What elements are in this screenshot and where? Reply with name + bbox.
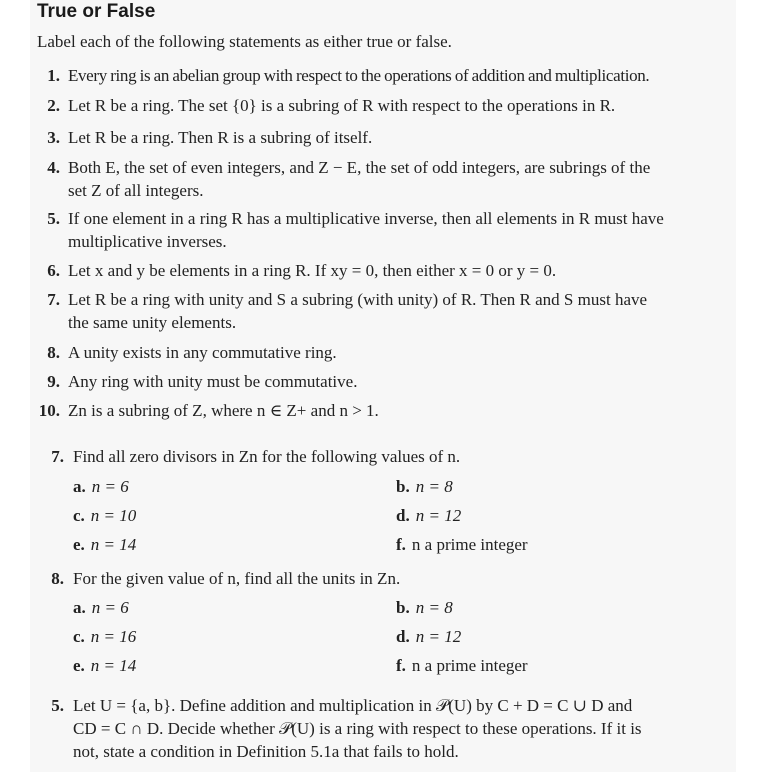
part-text: n = 8	[415, 598, 453, 617]
exercise-8-part-d	[396, 625, 461, 648]
part-label: e.	[73, 535, 85, 554]
exercise-text-line-1: Let U = {a, b}. Define addition and multiplication in 𝒫(U) by C + D = C ∪ D and	[73, 696, 633, 715]
part-text: n = 14	[90, 656, 137, 675]
item-text: Let R be a ring. Then R is a subring of itself.	[68, 128, 373, 147]
exercise-number: 5.	[51, 696, 64, 715]
item-text: A unity exists in any commutative ring.	[68, 343, 337, 362]
item-number: 1.	[47, 66, 60, 85]
instruction-text: Label each of the following statements as either true or false.	[37, 32, 452, 51]
item-number: 8.	[47, 343, 60, 362]
item-number: 3.	[47, 128, 60, 147]
part-text: n = 6	[91, 598, 129, 617]
exercise-prompt: Find all zero divisors in Zn for the following values of n.	[73, 447, 461, 466]
part-label: c.	[73, 506, 85, 525]
part-text: n = 14	[90, 535, 137, 554]
exercise-7-part-e	[73, 533, 136, 556]
part-label: d.	[396, 627, 410, 646]
part-label: a.	[73, 598, 86, 617]
exercise-text-line-3: not, state a condition in Definition 5.1a that fails to hold.	[73, 742, 459, 761]
item-number: 6.	[47, 261, 60, 280]
exercise-7-part-d	[396, 504, 461, 527]
part-text: n a prime integer	[411, 535, 528, 554]
exercise-7-part-f	[396, 533, 528, 556]
item-text-line-1: If one element in a ring R has a multiplicative inverse, then all elements in R must have	[68, 209, 664, 228]
part-label: f.	[396, 535, 406, 554]
item-number: 2.	[47, 96, 60, 115]
part-text: n = 8	[415, 477, 453, 496]
part-label: a.	[73, 477, 86, 496]
item-text: Let x and y be elements in a ring R. If xy = 0, then either x = 0 or y = 0.	[68, 261, 557, 280]
item-number: 5.	[47, 209, 60, 228]
part-text: n = 16	[90, 627, 137, 646]
part-label: e.	[73, 656, 85, 675]
item-text-line-2: set Z of all integers.	[68, 181, 204, 200]
exercise-prompt: For the given value of n, find all the units in Zn.	[73, 569, 401, 588]
part-text: n = 12	[415, 506, 462, 525]
item-text-line-2: multiplicative inverses.	[68, 232, 227, 251]
item-text-line-1: Both E, the set of even integers, and Z − E, the set of odd integers, are subrings of the	[68, 158, 651, 177]
item-text: Let R be a ring. The set {0} is a subring of R with respect to the operations in R.	[68, 96, 616, 115]
exercise-number: 7.	[51, 447, 64, 466]
item-text-line-2: the same unity elements.	[68, 313, 237, 332]
exercise-8-part-c	[73, 625, 136, 648]
exercise-7-part-a	[73, 475, 129, 498]
item-number: 7.	[47, 290, 60, 309]
item-text: Every ring is an abelian group with respect to the operations of addition and multiplication.	[68, 66, 650, 85]
part-label: b.	[396, 477, 410, 496]
item-text: Zn is a subring of Z, where n ∈ Z+ and n > 1.	[68, 401, 379, 420]
exercise-number: 8.	[51, 569, 64, 588]
part-text: n = 12	[415, 627, 462, 646]
section-title: True or False	[37, 1, 156, 22]
part-label: d.	[396, 506, 410, 525]
exercise-8-part-a	[73, 596, 129, 619]
exercise-8-part-b	[396, 596, 453, 619]
part-label: b.	[396, 598, 410, 617]
item-number: 9.	[47, 372, 60, 391]
part-text: n a prime integer	[411, 656, 528, 675]
part-text: n = 10	[90, 506, 137, 525]
item-number: 4.	[47, 158, 60, 177]
item-number: 10.	[38, 401, 60, 420]
part-label: f.	[396, 656, 406, 675]
part-text: n = 6	[91, 477, 129, 496]
item-text-line-1: Let R be a ring with unity and S a subring (with unity) of R. Then R and S must have	[68, 290, 648, 309]
part-label: c.	[73, 627, 85, 646]
exercise-text-line-2: CD = C ∩ D. Decide whether 𝒫(U) is a ring with respect to these operations. If it is	[73, 719, 642, 738]
exercise-7-part-b	[396, 475, 453, 498]
exercise-7-part-c	[73, 504, 136, 527]
exercise-8-part-e	[73, 654, 136, 677]
item-text: Any ring with unity must be commutative.	[68, 372, 358, 391]
exercise-8-part-f	[396, 654, 528, 677]
